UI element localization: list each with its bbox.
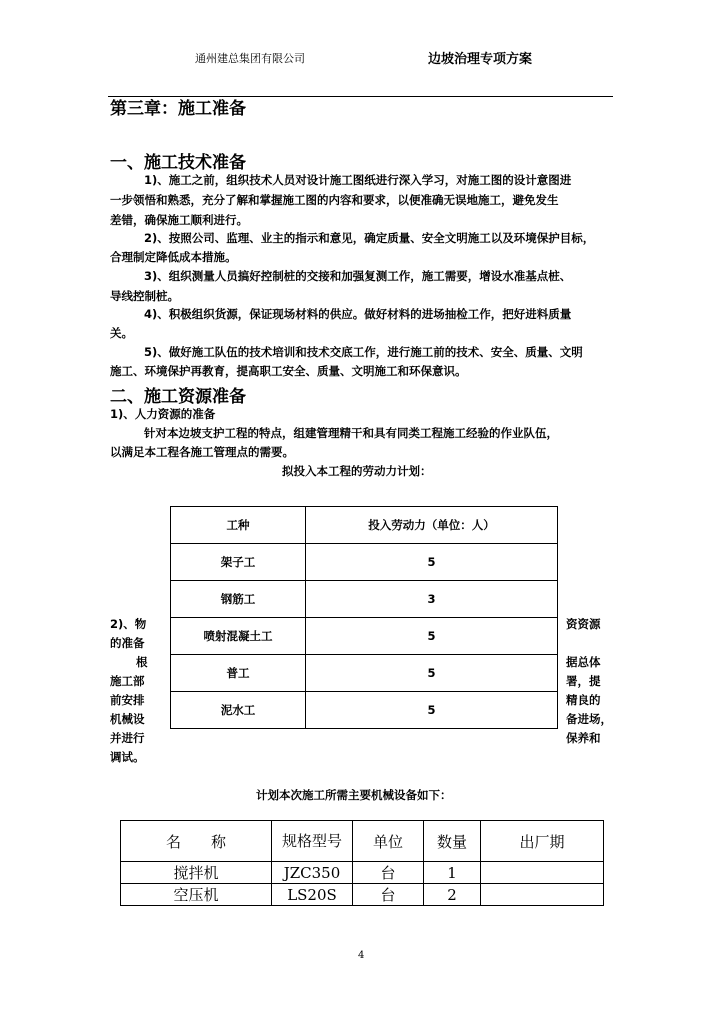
table-cell: 钢筋工 bbox=[171, 581, 306, 618]
sub2-right-fragment: 据总体 bbox=[566, 655, 601, 669]
table-cell: 泥水工 bbox=[171, 692, 306, 729]
labor-caption: 拟投入本工程的劳动力计划： bbox=[282, 464, 432, 478]
section2-title: 二、施工资源准备 bbox=[110, 387, 246, 407]
table-header-cell: 名 称 bbox=[121, 821, 272, 862]
s1-line: 5)、做好施工队伍的技术培训和技术交底工作，进行施工前的技术、安全、质量、文明 bbox=[144, 345, 583, 359]
section2-sub1: 1)、人力资源的准备 bbox=[110, 407, 216, 421]
table-header-cell: 数量 bbox=[424, 821, 481, 862]
sub2-left-fragment: 根 bbox=[136, 655, 148, 669]
table-row bbox=[171, 618, 558, 655]
s1-line: 一步领悟和熟悉，充分了解和掌握施工图的内容和要求，以便准确无误地施工，避免发生 bbox=[110, 193, 559, 207]
s1-line: 关。 bbox=[110, 326, 133, 340]
sub2-left-fragment: 的准备 bbox=[110, 636, 145, 650]
sub2-right-fragment: 资资源 bbox=[566, 617, 601, 631]
labor-table bbox=[170, 506, 558, 729]
table-row bbox=[171, 692, 558, 729]
chapter-title: 第三章：施工准备 bbox=[110, 99, 246, 119]
sub2-right-fragment: 保养和 bbox=[566, 731, 601, 745]
page-number: 4 bbox=[358, 950, 365, 961]
s1-line: 导线控制桩。 bbox=[110, 289, 179, 303]
table-cell: 喷射混凝土工 bbox=[171, 618, 306, 655]
header-doc-title: 边坡治理专项方案 bbox=[428, 52, 533, 67]
table-cell: 搅拌机 bbox=[121, 862, 272, 884]
sub2-left-fragment: 调试。 bbox=[110, 750, 145, 764]
table-header-cell: 规格型号 bbox=[272, 821, 353, 862]
sub2-right-fragment: 署，提 bbox=[566, 674, 601, 688]
table-row bbox=[171, 581, 558, 618]
s2-line: 针对本边坡支护工程的特点，组建管理精干和具有同类工程施工经验的作业队伍， bbox=[144, 426, 558, 440]
table-header-cell: 工种 bbox=[171, 507, 306, 544]
table-cell: 1 bbox=[424, 862, 481, 884]
s1-line: 4)、积极组织货源，保证现场材料的供应。做好材料的进场抽检工作，把好进料质量 bbox=[144, 307, 572, 321]
table-header-cell: 单位 bbox=[353, 821, 424, 862]
sub2-left-fragment: 机械设 bbox=[110, 712, 145, 726]
table-row bbox=[121, 862, 604, 884]
table-cell bbox=[481, 884, 604, 906]
section1-title: 一、施工技术准备 bbox=[110, 153, 246, 173]
table-cell: JZC350 bbox=[272, 862, 353, 884]
table-cell: 5 bbox=[306, 692, 558, 729]
s1-line: 1)、施工之前，组织技术人员对设计施工图纸进行深入学习，对施工图的设计意图进 bbox=[144, 173, 572, 187]
s2-line: 以满足本工程各施工管理点的需要。 bbox=[110, 445, 294, 459]
table-header-row bbox=[121, 821, 604, 862]
table-cell: LS20S bbox=[272, 884, 353, 906]
table-row bbox=[171, 655, 558, 692]
table-cell bbox=[481, 862, 604, 884]
sub2-right-fragment: 备进场， bbox=[566, 712, 612, 726]
table-header-row bbox=[171, 507, 558, 544]
equipment-caption: 计划本次施工所需主要机械设备如下： bbox=[256, 788, 452, 802]
s1-line: 差错，确保施工顺利进行。 bbox=[110, 213, 248, 227]
s1-line: 合理制定降低成本措施。 bbox=[110, 250, 237, 264]
sub2-left-fragment: 前安排 bbox=[110, 693, 145, 707]
header-company: 通州建总集团有限公司 bbox=[195, 52, 305, 65]
sub2-right-fragment: 精良的 bbox=[566, 693, 601, 707]
equipment-table bbox=[120, 820, 604, 906]
table-cell: 台 bbox=[353, 862, 424, 884]
table-cell: 5 bbox=[306, 544, 558, 581]
table-row bbox=[171, 544, 558, 581]
table-header-cell: 出厂期 bbox=[481, 821, 604, 862]
table-cell: 2 bbox=[424, 884, 481, 906]
table-cell: 空压机 bbox=[121, 884, 272, 906]
table-cell: 5 bbox=[306, 618, 558, 655]
table-cell: 架子工 bbox=[171, 544, 306, 581]
sub2-left-fragment: 并进行 bbox=[110, 731, 145, 745]
s1-line: 施工、环境保护再教育，提高职工安全、质量、文明施工和环保意识。 bbox=[110, 364, 467, 378]
table-cell: 普工 bbox=[171, 655, 306, 692]
sub2-left-fragment: 2)、物 bbox=[110, 617, 147, 631]
s1-line: 3)、组织测量人员搞好控制桩的交接和加强复测工作，施工需要，增设水准基点桩、 bbox=[144, 269, 572, 283]
table-header-cell: 投入劳动力（单位：人） bbox=[306, 507, 558, 544]
table-cell: 3 bbox=[306, 581, 558, 618]
table-cell: 5 bbox=[306, 655, 558, 692]
table-cell: 台 bbox=[353, 884, 424, 906]
sub2-left-fragment: 施工部 bbox=[110, 674, 145, 688]
s1-line: 2)、按照公司、监理、业主的指示和意见，确定质量、安全文明施工以及环境保护目标， bbox=[144, 231, 595, 245]
table-row bbox=[121, 884, 604, 906]
